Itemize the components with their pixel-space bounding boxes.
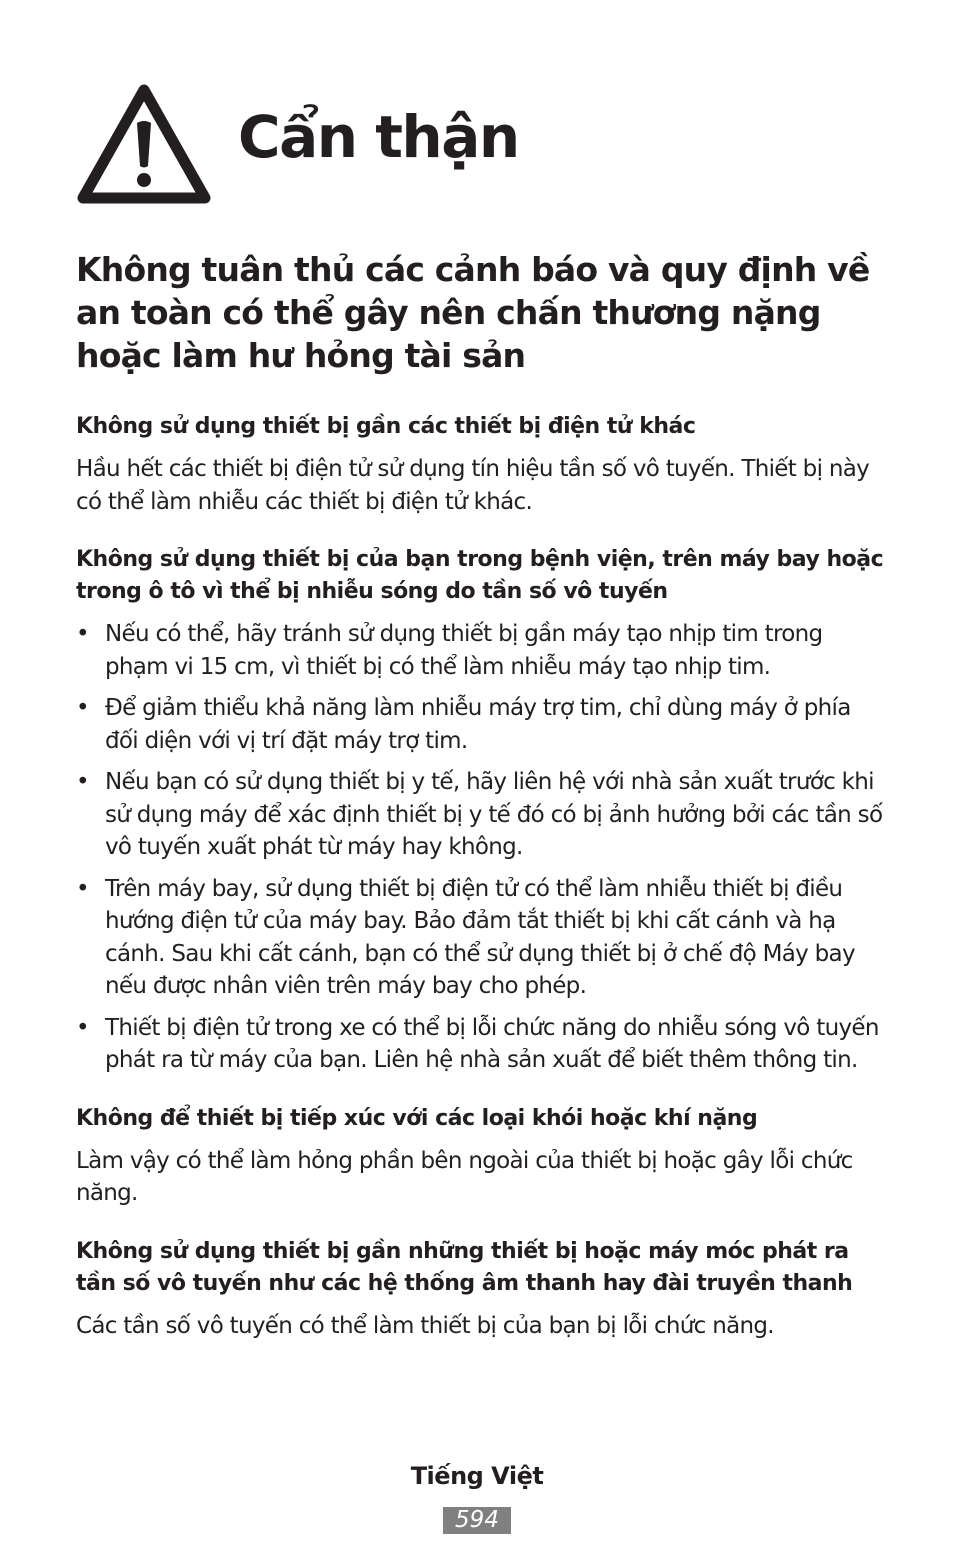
section-title: Không để thiết bị tiếp xúc với các loại khói hoặc khí nặng [76,1105,758,1131]
list-item-text: Nếu bạn có sử dụng thiết bị y tế, hãy liên hệ với nhà sản xuất trước khi sử dụng máy để xác định thiết bị y tế đó có bị ảnh hưởng bởi các tần số vô tuyến xuất phát từ máy hay không. [105,769,883,860]
list-item [76,1012,886,1077]
list-item-text: Trên máy bay, sử dụng thiết bị điện tử có thể làm nhiễu thiết bị điều hướng điện tử của máy bay. Bảo đảm tắt thiết bị khi cất cánh và hạ cánh. Sau khi cất cánh, bạn có thể sử dụng thiết bị ở chế độ Máy bay nếu được nhân viên trên máy bay cho phép. [105,875,855,999]
page-subtitle: Không tuân thủ các cảnh báo và quy định về an toàn có thể gây nên chấn thương nặng hoặc làm hư hỏng tài sản [76,250,870,375]
bullet-list [76,618,886,1077]
list-item-text: Nếu có thể, hãy tránh sử dụng thiết bị gần máy tạo nhịp tim trong phạm vi 15 cm, vì thiết bị có thể làm nhiễu máy tạo nhịp tim. [105,621,823,680]
bullet-icon: • [76,769,89,795]
page-header [76,78,519,208]
section-smoke-fumes [76,1103,886,1210]
list-item [76,618,886,683]
warning-triangle-icon [76,81,212,205]
section-electronic-devices [76,411,886,518]
section-title: Không sử dụng thiết bị gần các thiết bị điện tử khác [76,414,696,439]
section-body: Làm vậy có thể làm hỏng phần bên ngoài của thiết bị hoặc gây lỗi chức năng. [76,1147,853,1206]
bullet-icon: • [76,875,89,902]
section-radio-frequency [76,1236,886,1343]
page-title: Cẩn thận [238,103,519,171]
list-item [76,692,886,757]
section-body: Các tần số vô tuyến có thể làm thiết bị của bạn bị lỗi chức năng. [76,1312,774,1339]
list-item-text: Thiết bị điện tử trong xe có thể bị lỗi chức năng do nhiễu sóng vô tuyến phát ra từ máy của bạn. Liên hệ nhà sản xuất để biết thêm thông tin. [105,1014,879,1073]
list-item [76,873,886,1003]
bullet-icon: • [76,1014,89,1041]
footer-language: Tiếng Việt [410,1462,544,1490]
section-title: Không sử dụng thiết bị gần những thiết bị hoặc máy móc phát ra tần số vô tuyến như các hệ thống âm thanh hay đài truyền thanh [76,1238,853,1296]
page-number: 594 [443,1507,511,1534]
section-hospital-airplane-car [76,544,886,1077]
list-item-text: Để giảm thiểu khả năng làm nhiễu máy trợ tim, chỉ dùng máy ở phía đối diện với vị trí đặt máy trợ tim. [105,695,851,754]
bullet-icon: • [76,621,89,647]
section-title: Không sử dụng thiết bị của bạn trong bệnh viện, trên máy bay hoặc trong ô tô vì thể bị nhiễu sóng do tần số vô tuyến [76,547,884,604]
section-body: Hầu hết các thiết bị điện tử sử dụng tín hiệu tần số vô tuyến. Thiết bị này có thể làm nhiễu các thiết bị điện tử khác. [76,456,870,515]
page-content [76,248,886,1368]
list-item [76,766,886,864]
bullet-icon: • [76,695,89,721]
